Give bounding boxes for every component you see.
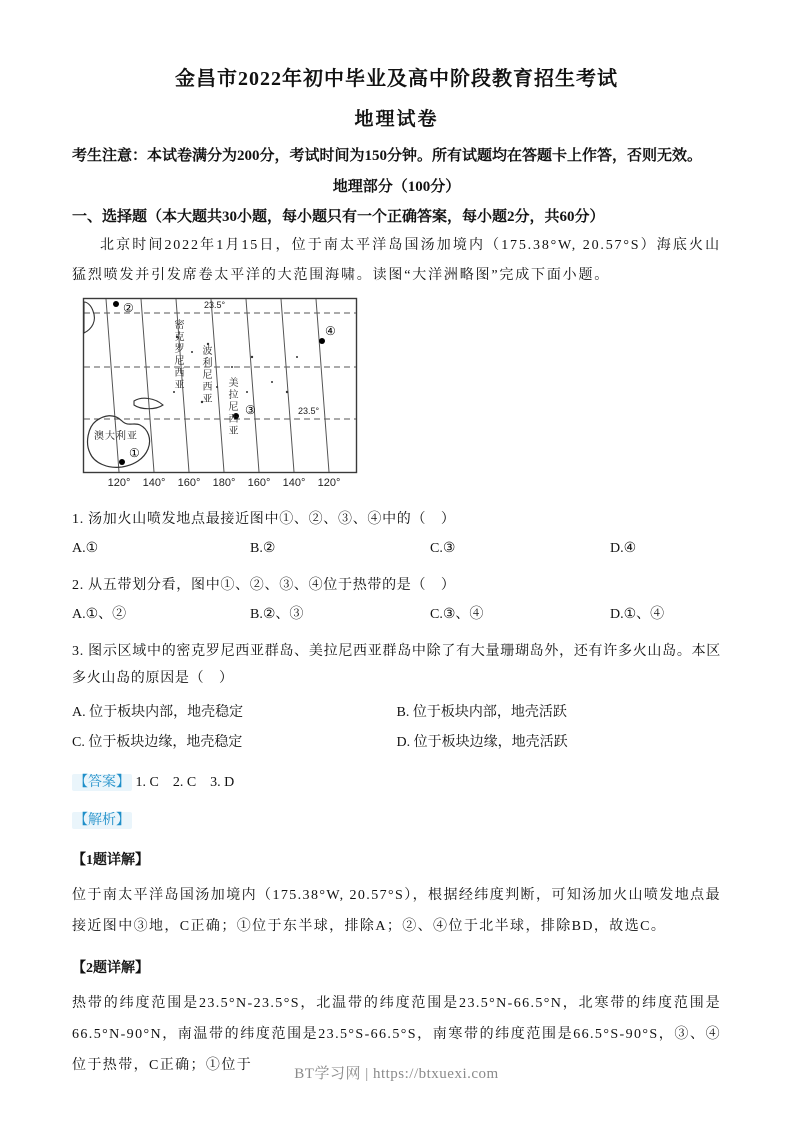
question-3-text: 3. 图示区域中的密克罗尼西亚群岛、美拉尼西亚群岛中除了有大量珊瑚岛外，还有许多火山岛。本区多火山岛的原因是（ ） [72,644,721,686]
tropic-lines [84,313,356,419]
section-title: 地理部分（100分） [332,179,461,195]
exam-subtitle: 地理试卷 [354,109,439,130]
question-3-option-b: B. 位于板块内部，地壳活跃 [396,705,567,720]
question-3-option-c: C. 位于板块边缘，地壳稳定 [72,735,243,750]
exam-title: 金昌市2022年初中毕业及高中阶段教育招生考试 [175,68,618,90]
location-dot-2 [113,301,119,307]
map-sketch [82,297,362,495]
map-point-3: ③ [245,403,256,417]
tropic-of-capricorn-label: 23.5° [298,406,320,416]
question-2-options [72,603,721,627]
lon-label-140w: 140° [282,477,306,489]
answer-line [72,770,721,796]
region-label-polynesia: 波利尼西亚 [200,345,211,405]
region-label-micronesia: 密克罗尼西亚 [172,319,183,391]
question-1-option-c: C.③ [430,541,456,556]
site-name: BT学习网 [294,1066,361,1082]
analysis-label: 【解析】 [74,813,130,828]
lon-label-160e: 160° [177,477,201,489]
lon-label-120e: 120° [107,477,131,489]
map-border [84,299,357,473]
question-2-option-d: D.①、④ [610,607,665,622]
question-1-text: 1. 汤加火山喷发地点最接近图中①、②、③、④中的（ ） [72,512,456,527]
lon-label-180: 180° [212,477,236,489]
question-2-option-a: A.①、② [72,607,127,622]
region-label-australia: 澳大利亚 [94,431,138,442]
region-label-melanesia: 美拉尼西亚 [226,377,237,437]
oceania-map-figure [82,297,362,495]
question-1-option-d: D.④ [610,541,637,556]
question-2-text: 2. 从五带划分看，图中①、②、③、④位于热带的是（ ） [72,578,456,593]
question-group-intro: 北京时间2022年1月15日，位于南太平洋岛国汤加境内（175.38°W, 20.57°S）海底火山猛烈喷发并引发席卷太平洋的大范围海啸。读图“大洋洲略图”完成下面小题。 [72,238,721,283]
question-1-option-a: A.① [72,541,99,556]
location-dot-4 [319,338,325,344]
question-3-option-d: D. 位于板块边缘，地壳活跃 [396,735,568,750]
question-3-option-a: A. 位于板块内部，地壳稳定 [72,705,244,720]
question-1-options [72,537,721,561]
answer-label: 【答案】 [74,775,130,790]
detail-2-text: 热带的纬度范围是23.5°N-23.5°S，北温带的纬度范围是23.5°N-66.5°N，北寒带的纬度范围是66.5°N-90°N，南温带的纬度范围是23.5°S-66.5°S，南寒带的纬度范围是66.5°S-90°S，③、④位于热带，C正确；①位于 [72,996,721,1073]
detail-1-label: 【1题详解】 [72,853,149,868]
site-watermark [0,1062,793,1083]
location-dot-1 [119,459,125,465]
question-2-option-b: B.②、③ [250,607,304,622]
question-1-option-b: B.② [250,541,276,556]
site-url-link[interactable]: https://btxuexi.com [372,1066,499,1082]
location-dots [113,301,325,465]
lon-label-120w: 120° [317,477,341,489]
map-point-2: ② [123,301,134,315]
map-point-4: ④ [325,324,336,338]
lon-label-160w: 160° [247,477,271,489]
asia-coast-outline [84,302,94,333]
question-2-option-c: C.③、④ [430,607,484,622]
answer-value: 1. C 2. C 3. D [135,775,235,790]
detail-2-label: 【2题详解】 [72,961,149,976]
tropic-of-cancer-label: 23.5° [204,300,226,310]
lon-label-140e: 140° [142,477,166,489]
candidate-notice: 考生注意：本试卷满分为200分，考试时间为150分钟。所有试题均在答题卡上作答，否则无效。 [72,148,703,164]
map-point-1: ① [129,446,140,460]
part-one-title: 一、选择题（本大题共30小题，每小题只有一个正确答案，每小题2分，共60分） [72,209,605,225]
question-3-options [72,698,721,758]
site-separator: | [365,1066,373,1082]
detail-1-text: 位于南太平洋岛国汤加境内（175.38°W, 20.57°S），根据经纬度判断，可知汤加火山喷发地点最接近图中③地，C正确；①位于东半球，排除A；②、④位于北半球，排除BD，故选C。 [72,888,721,934]
analysis-line [72,808,721,834]
